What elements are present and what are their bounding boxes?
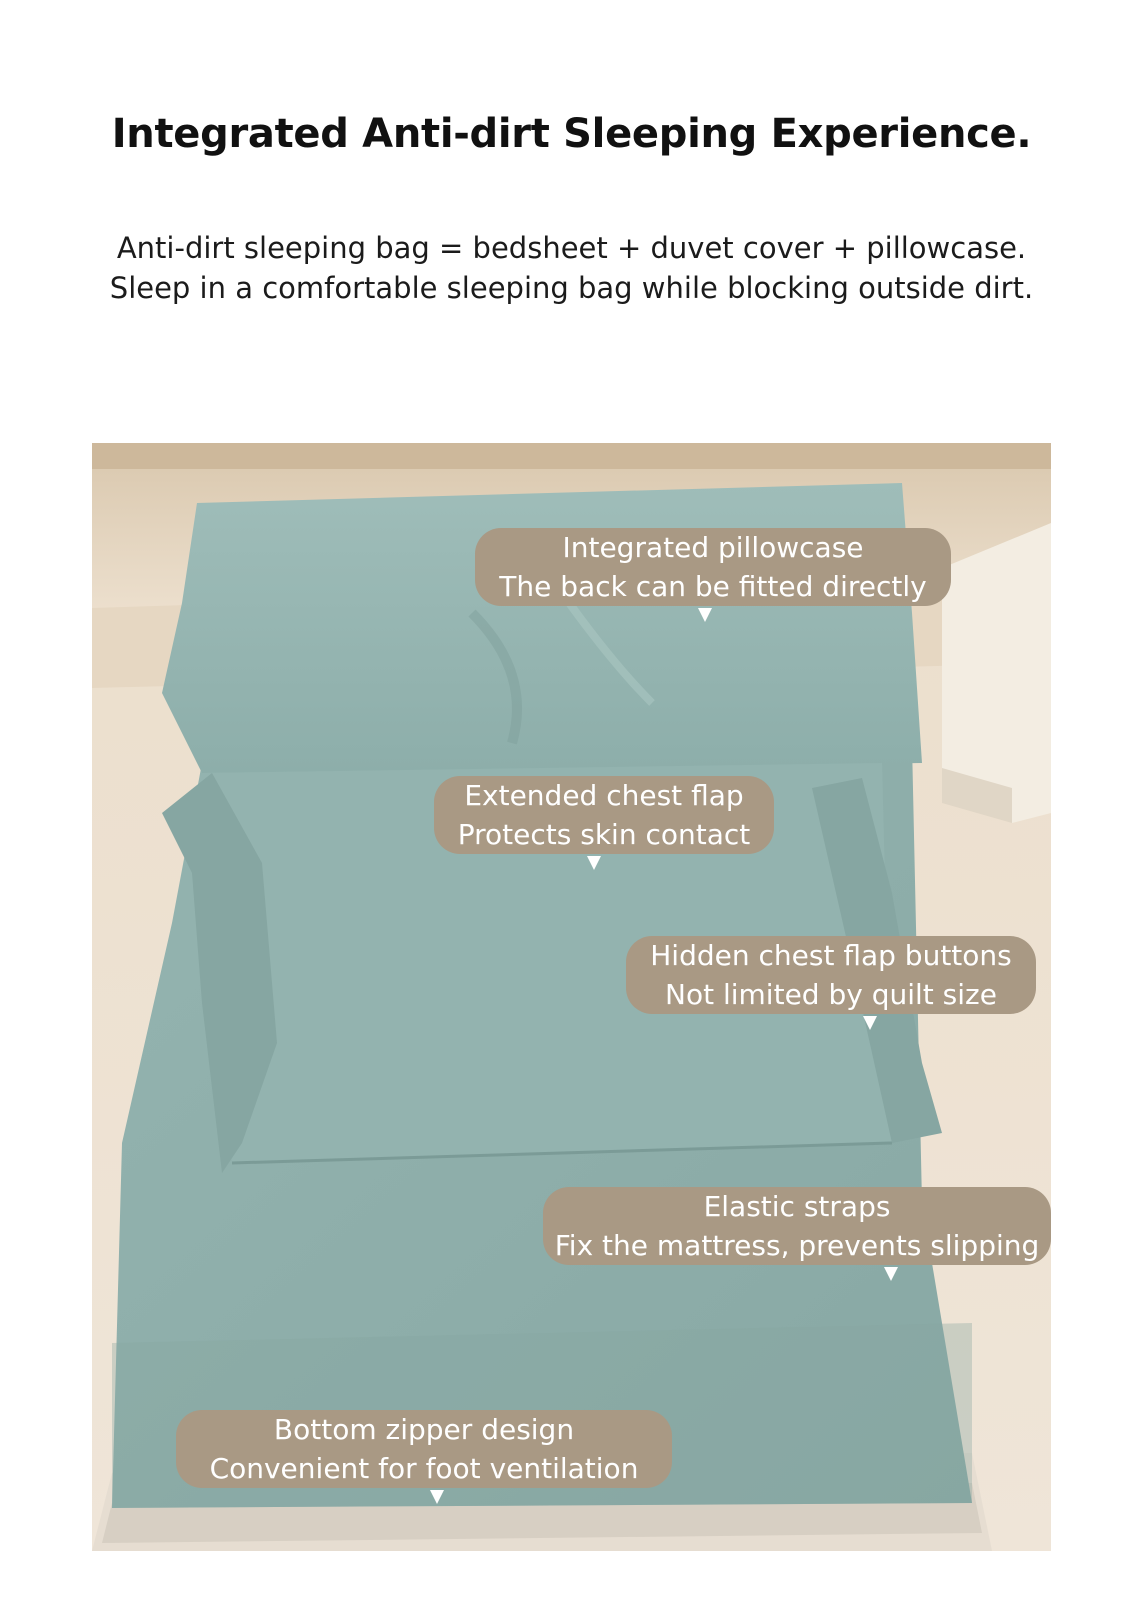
callout-title: Elastic straps	[703, 1190, 891, 1223]
callout-hidden-chest-flap-buttons	[626, 936, 1036, 1014]
callout-description: Protects skin contact	[457, 818, 751, 851]
subtitle-line-1: Anti-dirt sleeping bag = bedsheet + duvet cover + pillowcase.	[116, 231, 1027, 265]
callout-title: Extended chest flap	[464, 779, 744, 812]
callout-pointer	[698, 608, 712, 622]
callout-pointer	[863, 1016, 877, 1030]
callout-extended-chest-flap	[434, 776, 774, 854]
page-title: Integrated Anti-dirt Sleeping Experience.	[111, 111, 1032, 157]
callout-description: The back can be fitted directly	[499, 570, 927, 603]
callout-pointer	[587, 856, 601, 870]
callout-description: Fix the mattress, prevents slipping	[554, 1229, 1040, 1262]
callout-pointer	[430, 1490, 444, 1504]
subtitle-line-2: Sleep in a comfortable sleeping bag while blocking outside dirt.	[109, 271, 1034, 305]
callout-pointer	[884, 1267, 898, 1281]
callout-bottom-zipper	[176, 1410, 672, 1488]
callout-title: Hidden chest flap buttons	[650, 939, 1012, 972]
callout-description: Convenient for foot ventilation	[209, 1452, 639, 1485]
callout-title: Bottom zipper design	[273, 1413, 575, 1446]
callout-elastic-straps	[543, 1187, 1051, 1265]
callout-description: Not limited by quilt size	[665, 978, 997, 1011]
callout-integrated-pillowcase	[475, 528, 951, 606]
callout-title: Integrated pillowcase	[562, 531, 864, 564]
subtitle	[0, 228, 1143, 308]
